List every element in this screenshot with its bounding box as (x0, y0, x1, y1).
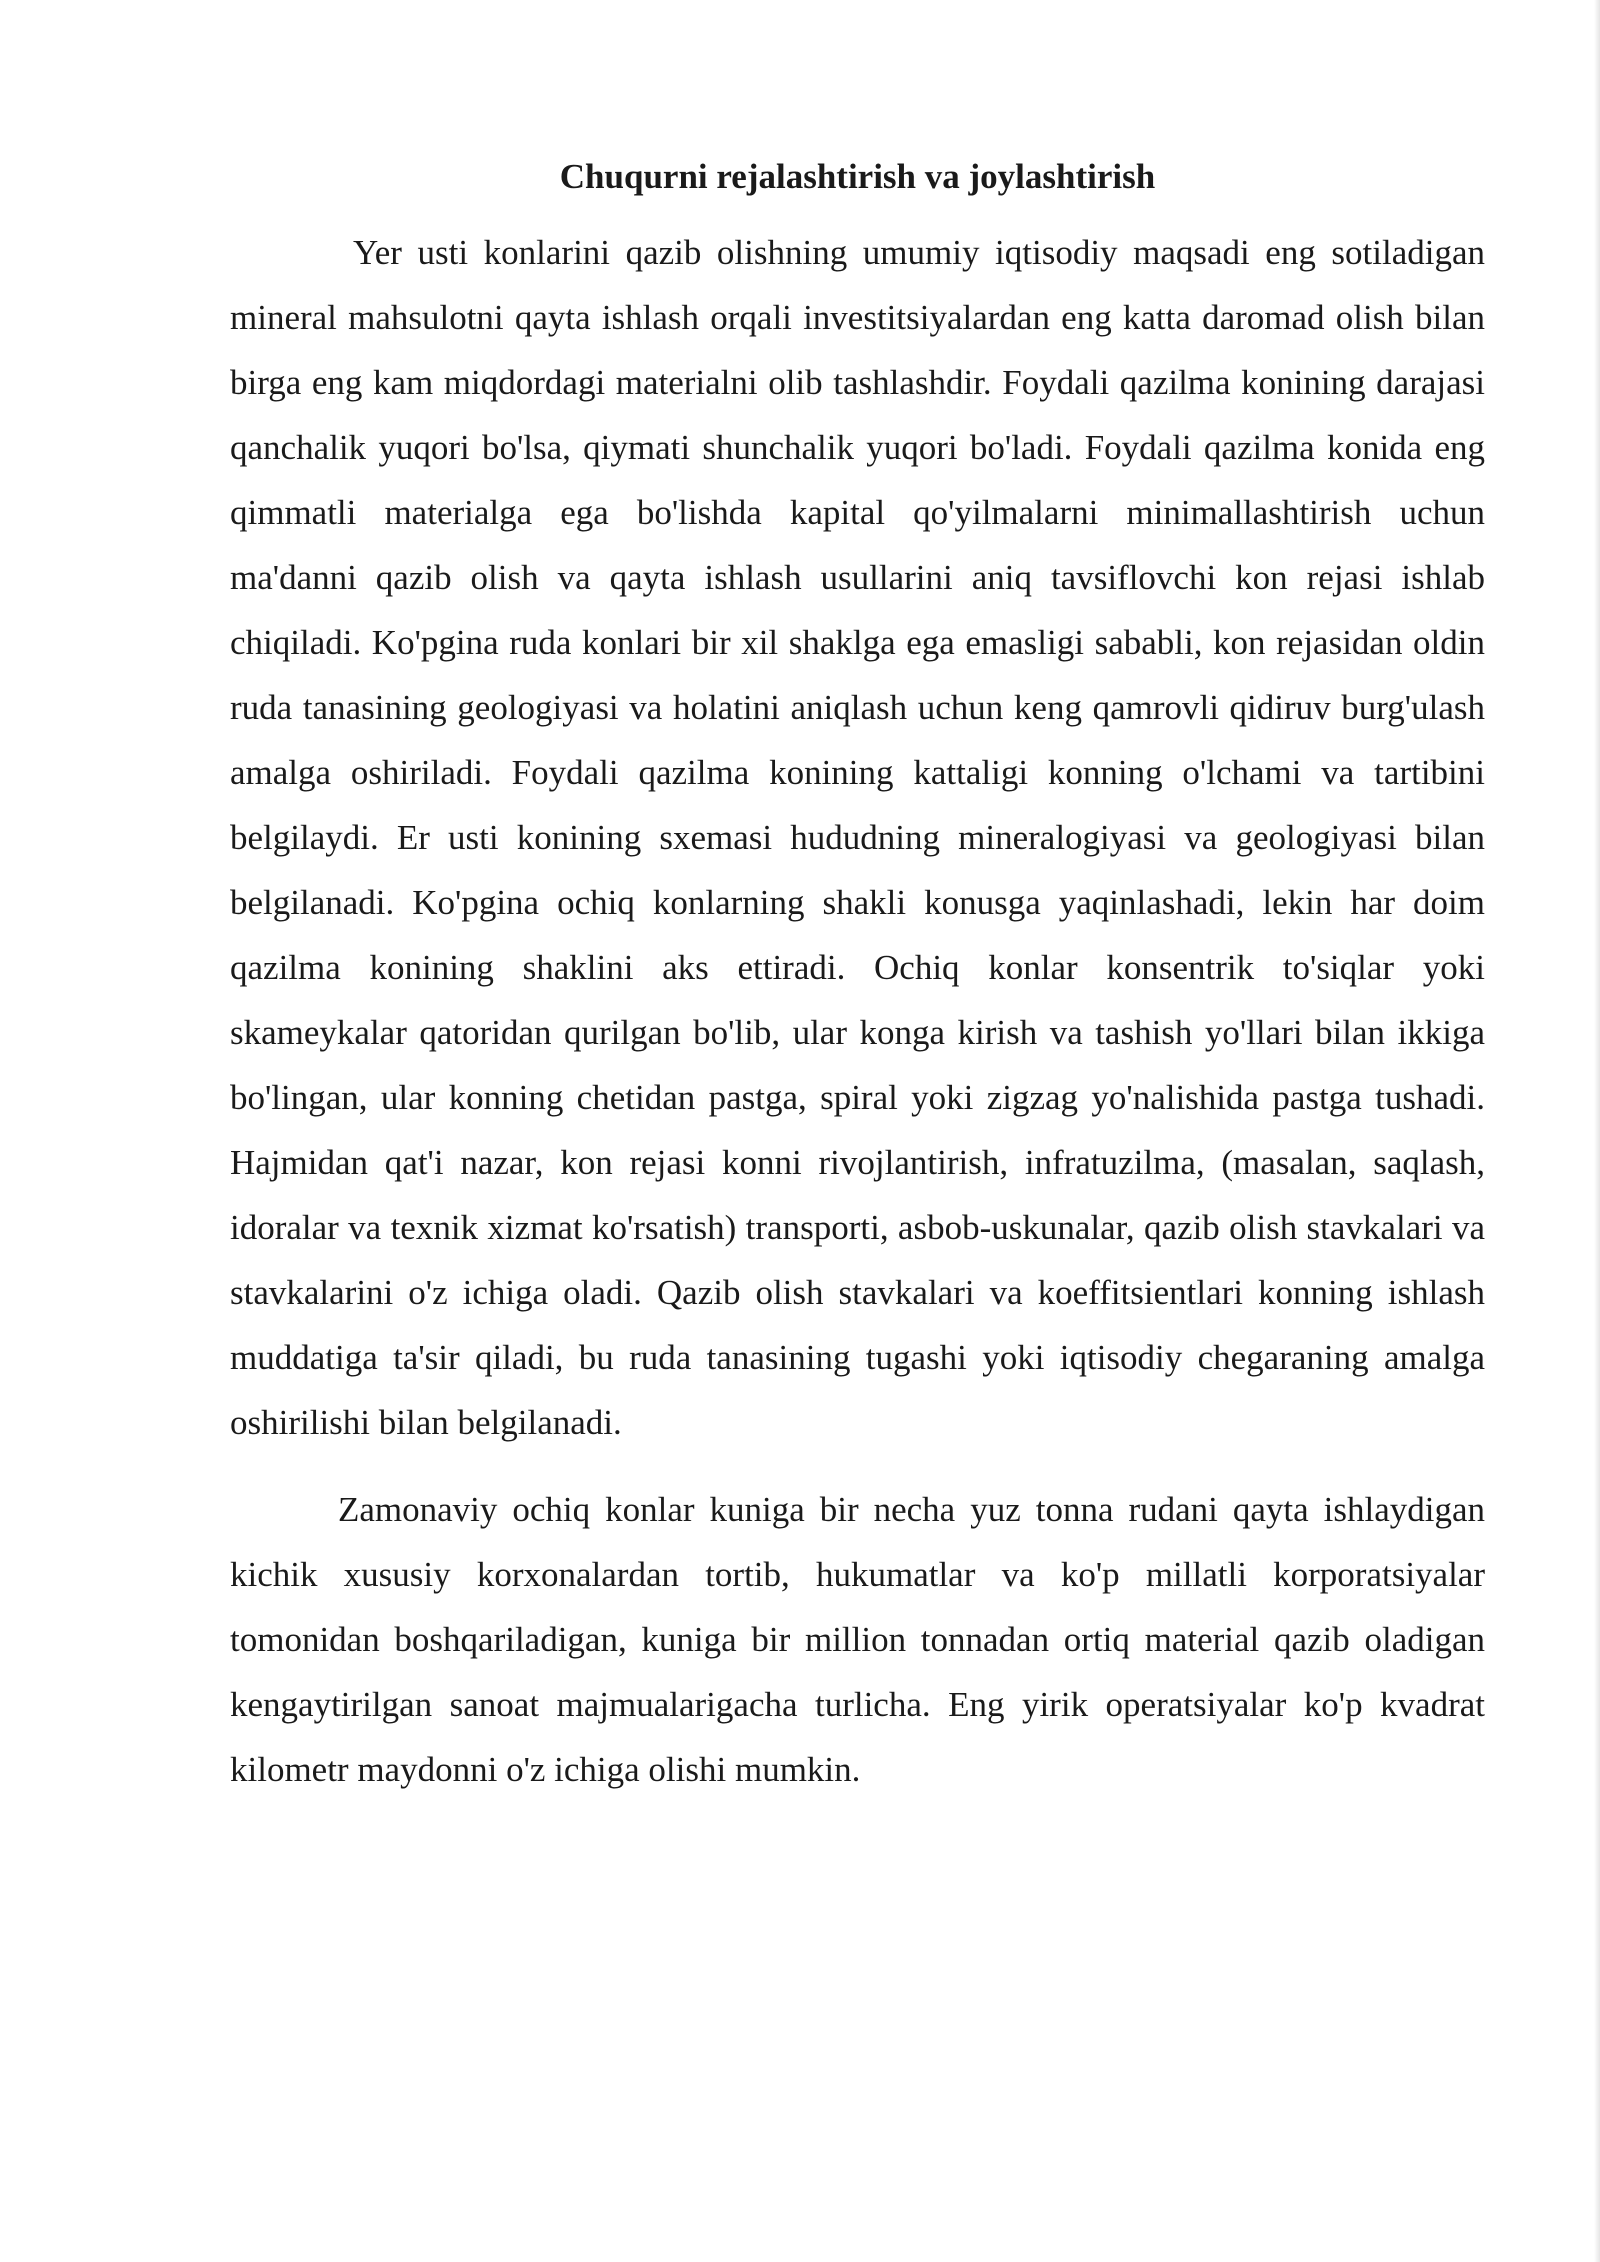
document-body (230, 148, 1485, 1802)
paragraph-1: Yer usti konlarini qazib olishning umumiy iqtisodiy maqsadi eng sotiladigan mineral mahsulotni qayta ishlash orqali investitsiyalardan eng katta daromad olish bilan birga eng kam miqdordagi materialni olib tashlashdir. Foydali qazilma konining darajasi qanchalik yuqori bo'lsa, qiymati shunchalik yuqori bo'ladi. Foydali qazilma konida eng qimmatli materialga ega bo'lishda kapital qo'yilmalarni minimallashtirish uchun ma'danni qazib olish va qayta ishlash usullarini aniq tavsiflovchi kon rejasi ishlab chiqiladi. Ko'pgina ruda konlari bir xil shaklga ega emasligi sababli, kon rejasidan oldin ruda tanasining geologiyasi va holatini aniqlash uchun keng qamrovli qidiruv burg'ulash amalga oshiriladi. Foydali qazilma konining kattaligi konning o'lchami va tartibini belgilaydi. Er usti konining sxemasi hududning mineralogiyasi va geologiyasi bilan belgilanadi. Ko'pgina ochiq konlarning shakli konusga yaqinlashadi, lekin har doim qazilma konining shaklini aks ettiradi. Ochiq konlar konsentrik to'siqlar yoki skameykalar qatoridan qurilgan bo'lib, ular konga kirish va tashish yo'llari bilan ikkiga bo'lingan, ular konning chetidan pastga, spiral yoki zigzag yo'nalishida pastga tushadi. Hajmidan qat'i nazar, kon rejasi konni rivojlantirish, infratuzilma, (masalan, saqlash, idoralar va texnik xizmat ko'rsatish) transporti, asbob-uskunalar, qazib olish stavkalari va stavkalarini o'z ichiga oladi. Qazib olish stavkalari va koeffitsientlari konning ishlash muddatiga ta'sir qiladi, bu ruda tanasining tugashi yoki iqtisodiy chegaraning amalga oshirilishi bilan belgilanadi. (230, 233, 1485, 1442)
paragraph-2: Zamonaviy ochiq konlar kuniga bir necha yuz tonna rudani qayta ishlaydigan kichik xususiy korxonalardan tortib, hukumatlar va ko'p millatli korporatsiyalar tomonidan boshqariladigan, kuniga bir million tonnadan ortiq material qazib oladigan kengaytirilgan sanoat majmualarigacha turlicha. Eng yirik operatsiyalar ko'p kvadrat kilometr maydonni o'z ichiga olishi mumkin. (230, 1490, 1485, 1789)
document-title: Chuqurni rejalashtirish va joylashtirish (559, 157, 1156, 196)
page-edge-shadow (1594, 0, 1600, 2262)
